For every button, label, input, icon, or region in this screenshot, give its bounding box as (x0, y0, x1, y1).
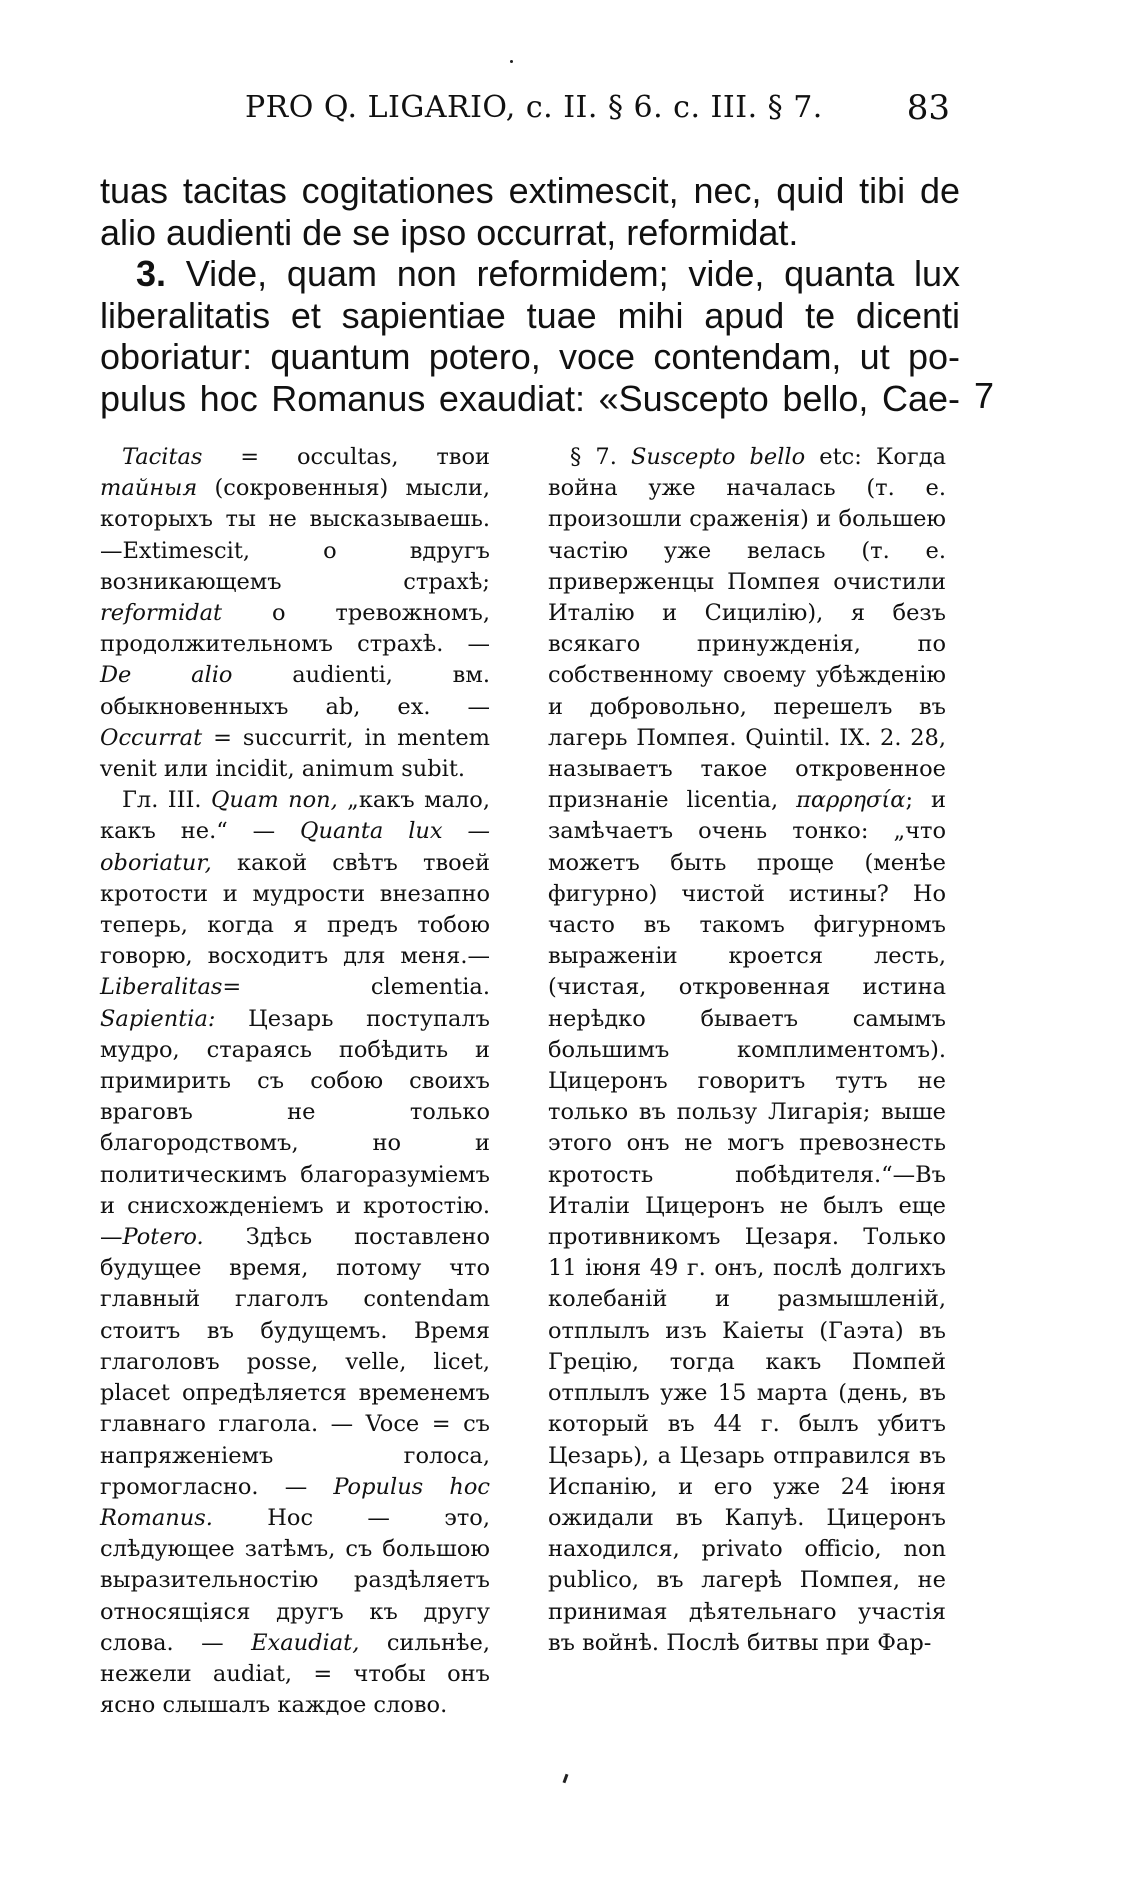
page-header (100, 88, 950, 132)
note-term: тайныя (100, 475, 198, 502)
note-term: Occurrat (100, 724, 203, 751)
note-text: ; и замѣчаетъ очень тонко: „что можетъ быть проще (менѣе фигурно) чистой истины? Но часто въ такомъ фигурномъ выраженіи кроется лесть, (чистая, откровенная истина нерѣдко бываетъ самымъ большимъ комплиментомъ). Цицеронъ говоритъ тутъ не только въ пользу Лигарія; выше этого онъ не могъ превознесть кротость побѣдителя.“—Въ Италіи Цицеронъ не былъ еще противникомъ Цезаря. Только 11 іюня 49 г. онъ, послѣ долгихъ колебаній и размышленій, отплылъ изъ Каіеты (Гаэта) въ Грецію, тогда какъ Помпей отплылъ уже 15 марта (день, въ который въ 44 г. былъ убитъ Цезарь), а Цезарь отправился въ Испанію, и его уже 24 іюня ожидали въ Капуѣ. Цицеронъ находился, privato officio, non publico, въ лагерѣ Помпея, не принимая дѣятельнаго участія въ войнѣ. Послѣ битвы при Фар- (548, 787, 946, 1656)
note-text: о тревожномъ, продолжительномъ страхѣ. — (100, 600, 490, 658)
commentary-right-column (548, 442, 946, 1659)
note-term: Populus hoc Romanus. (100, 1473, 490, 1531)
note-text: Гл. III. (122, 787, 211, 814)
note-text: Цезарь поступалъ мудро, стараясь побѣдить и примирить съ собою своихъ враговъ не только благородствомъ, но и политическимъ благоразуміемъ и снисхожденіемъ и кротостію. — (100, 1005, 490, 1251)
note-term: Sapientia: (100, 1005, 216, 1032)
note-term: De alio (100, 662, 233, 689)
note-text: какой свѣтъ твоей кротости и мудрости внезапно теперь, когда я предъ тобою говорю, восходитъ для меня.— (100, 849, 490, 970)
note-paragraph-1 (100, 442, 490, 785)
note-term: Quanta lux —oboriatur, (100, 818, 491, 876)
note-paragraph-3 (548, 442, 946, 1659)
note-text: audienti, вм. обыкновенныхъ ab, ex. — (100, 662, 490, 720)
main-line-3-text: Vide, quam non reformidem; vide, quanta lux (166, 253, 960, 294)
note-text: „какъ мало, какъ не.“ — (100, 787, 490, 845)
main-line-6: pulus hoc Romanus exaudiat: «Suscepto bello, Cae- (100, 377, 960, 419)
note-text: Hoc — это, слѣдующее затѣмъ, съ большою выразительностію раздѣляетъ относящіяся другъ къ другу слова. — (100, 1504, 490, 1656)
latin-main-text (100, 170, 960, 419)
note-text: = succurrit, in mentem venit или incidit, animum subit. (100, 724, 490, 783)
note-term: Exaudiat, (251, 1629, 360, 1656)
page-speck (510, 60, 513, 63)
page-mark (563, 1774, 569, 1783)
commentary-left-column (100, 442, 490, 1721)
marginal-section-number: 7 (974, 375, 995, 416)
note-text: сильнѣе, нежели audiat, = чтобы онъ ясно слышалъ каждое слово. (100, 1629, 491, 1719)
section-number: 3. (136, 253, 167, 294)
note-paragraph-2 (100, 785, 490, 1721)
note-term: Suscepto bello (631, 444, 806, 470)
main-line-3 (100, 253, 960, 295)
note-text: = occultas, твои (202, 444, 490, 470)
note-text: Здѣсь поставлено будущее время, потому что главный глаголъ contendam стоитъ въ будущемъ. Время глаголовъ posse, velle, licet, placet опредѣляется временемъ главнаго глагола. — Voce = съ напряженіемъ голоса, громогласно. — (100, 1224, 490, 1500)
page-number: 83 (906, 88, 950, 128)
main-line-4: liberalitatis et sapientiae tuae mihi apud te dicenti (100, 294, 960, 336)
note-term: Potero. (122, 1224, 204, 1251)
note-term: Quam non, (210, 787, 338, 814)
note-term: reformidat (100, 600, 223, 627)
main-line-5: oboriatur: quantum potero, voce contendam, ut po- (100, 336, 960, 377)
main-line-2: alio audienti de se ipso occurrat, reformidat. (100, 211, 799, 253)
note-text: § 7. (570, 444, 631, 470)
note-text: etc: Когда война уже началась (т. е. произошли сраженія) и большею частію уже велась (т. е. приверженцы Помпея очистили Италію и Сицилію), я безъ всякаго принужденія, по собственному своему убѣжденію и добровольно, перешелъ въ лагерь Помпея. Quintil. IX. 2. 28, называетъ такое откровенное признаніе licentia, (548, 444, 946, 814)
note-term: Tacitas (122, 444, 203, 470)
note-term: Liberalitas (100, 974, 223, 1001)
main-line-1: tuas tacitas cogitationes extimescit, nec, quid tibi de (100, 170, 960, 211)
greek-term: παρρησία (796, 787, 906, 814)
note-text: (сокровенныя) мысли, которыхъ ты не высказываешь.—Extimescit, о вдругъ возникающемъ страхѣ; (100, 475, 490, 595)
running-head: PRO Q. LIGARIO, c. II. § 6. c. III. § 7. (245, 90, 823, 125)
note-text: = clementia. (222, 974, 490, 1001)
